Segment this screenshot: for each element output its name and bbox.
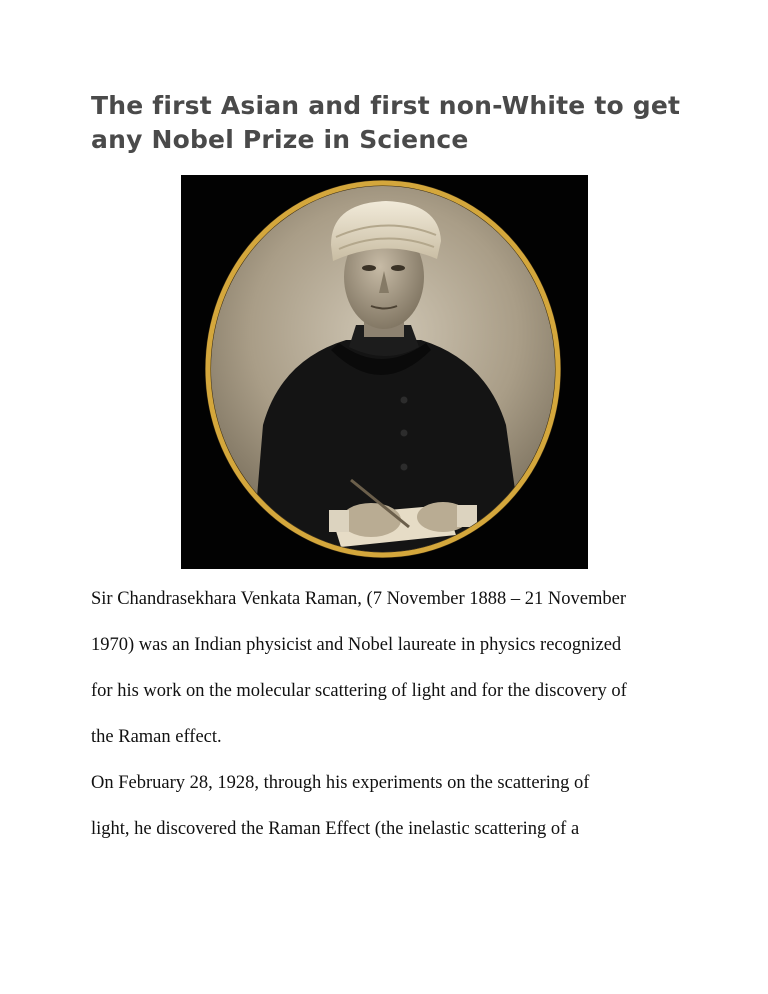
title-line: The first Asian and first non-White to get bbox=[91, 91, 681, 120]
paragraph-line: light, he discovered the Raman Effect (the inelastic scattering of a bbox=[91, 819, 580, 839]
paragraph-line: the Raman effect. bbox=[91, 727, 222, 747]
paragraph-line: 1970) was an Indian physicist and Nobel laureate in physics recognized bbox=[91, 635, 622, 655]
paragraph-line: for his work on the molecular scattering of light and for the discovery of bbox=[91, 681, 627, 701]
title-line: any Nobel Prize in Science bbox=[91, 125, 469, 154]
portrait-image bbox=[181, 175, 588, 569]
paragraph-line: Sir Chandrasekhara Venkata Raman, (7 November 1888 – 21 November bbox=[91, 589, 626, 609]
portrait-illustration-icon bbox=[181, 175, 588, 569]
paragraph-line: On February 28, 1928, through his experiments on the scattering of bbox=[91, 773, 590, 793]
document-title bbox=[91, 89, 691, 157]
